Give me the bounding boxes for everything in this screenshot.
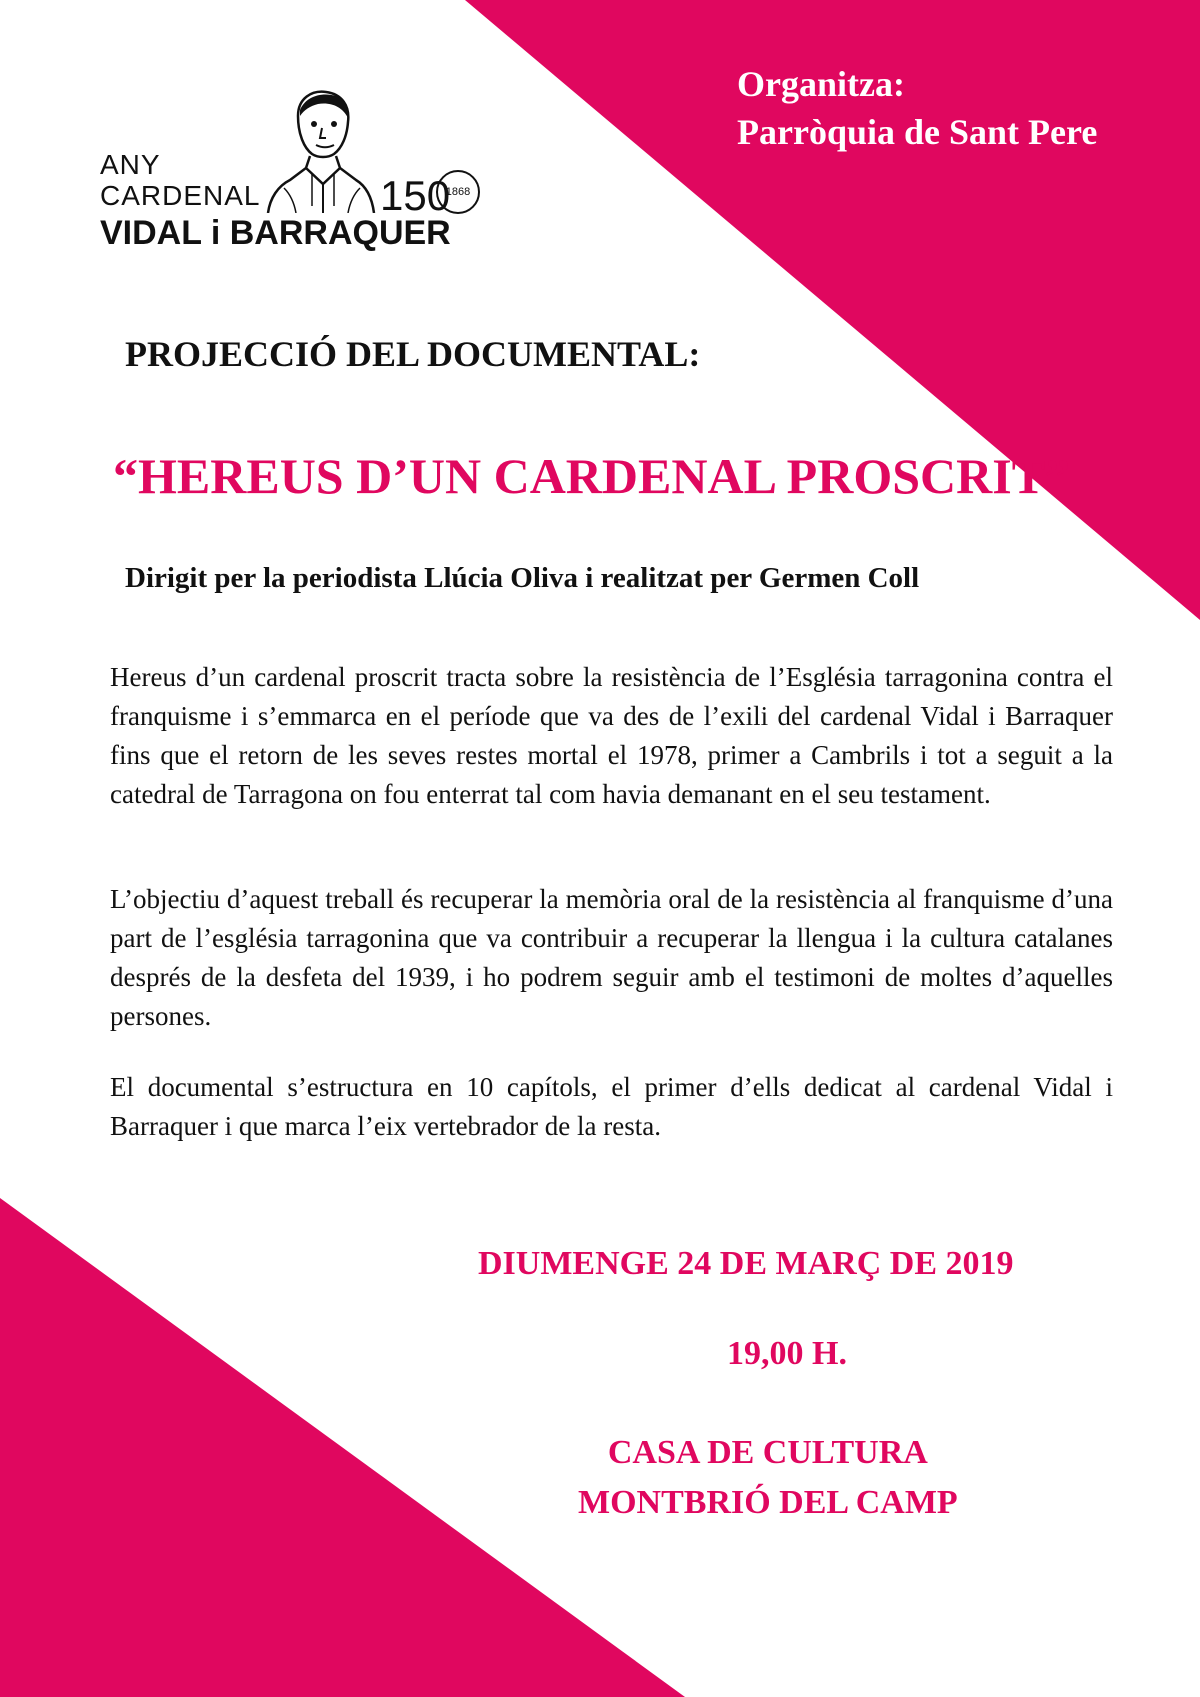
credits-subtitle: Dirigit per la periodista Llúcia Oliva i realitzat per Germen Coll	[125, 562, 920, 594]
organizer-label: Organitza:	[737, 64, 905, 104]
logo-year-badge: 1868	[436, 170, 480, 214]
logo-line-any: ANY	[100, 149, 161, 180]
documentary-title: “HEREUS D’UN CARDENAL PROSCRIT”	[113, 448, 1071, 504]
description-paragraph-3: El documental s’estructura en 10 capítols, el primer d’ells dedicat al cardenal Vidal i Barraquer i que marca l’eix vertebrador de la resta.	[110, 1072, 1113, 1141]
event-date: DIUMENGE 24 DE MARÇ DE 2019	[478, 1245, 1014, 1282]
anniversary-logo	[100, 88, 500, 263]
venue-line-2: MONTBRIÓ DEL CAMP	[578, 1484, 958, 1521]
event-time: 19,00 H.	[727, 1335, 847, 1372]
logo-line-cardenal: CARDENAL	[100, 180, 261, 211]
event-venue	[578, 1428, 958, 1528]
logo-anniversary-number: 150	[380, 172, 451, 219]
cardinal-portrait-icon	[250, 88, 390, 213]
section-heading: PROJECCIÓ DEL DOCUMENTAL:	[125, 334, 701, 374]
venue-line-1: CASA DE CULTURA	[607, 1434, 928, 1471]
organizer-name: Parròquia de Sant Pere	[737, 112, 1098, 152]
organizer-block	[737, 60, 1097, 156]
description-paragraph-2: L’objectiu d’aquest treball és recuperar la memòria oral de la resistència al franquisme d’una part de l’església tarragonina que va contribuir a recuperar la llengua i la cultura catalanes després de la desfeta del 1939, i ho podrem seguir amb el testimoni de moltes d’aquelles persones.	[110, 884, 1113, 1031]
description-paragraph-1: Hereus d’un cardenal proscrit tracta sobre la resistència de l’Església tarragonina contra el franquisme i s’emmarca en el període que va des de l’exili del cardenal Vidal i Barraquer fins que el retorn de les seves restes mortal el 1978, primer a Cambrils i tot a seguit a la catedral de Tarragona on fou enterrat tal com havia demanant en el seu testament.	[110, 662, 1113, 809]
logo-line-vidal-barraquer: VIDAL i BARRAQUER	[100, 214, 451, 252]
